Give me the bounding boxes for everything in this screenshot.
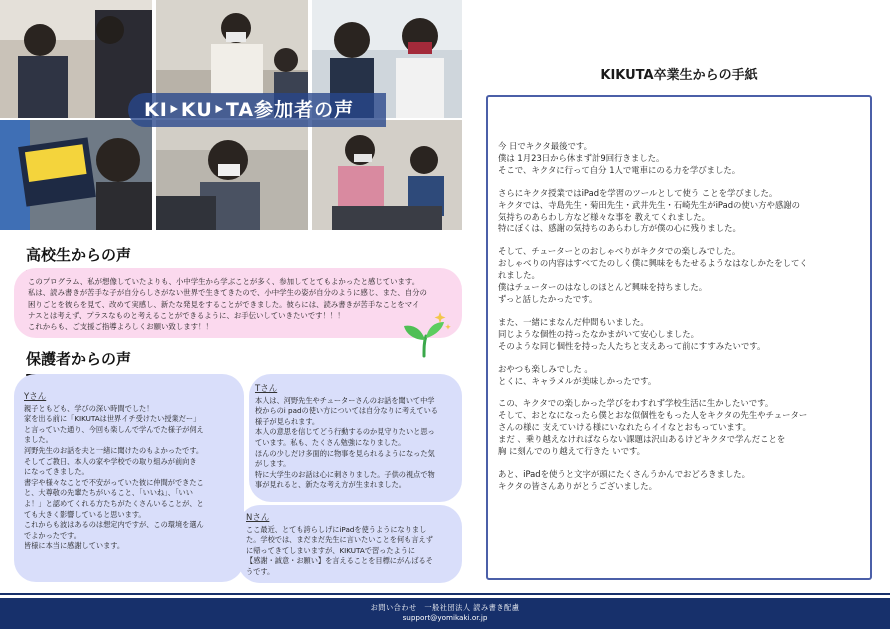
letter-paragraph: さらにキクタ授業ではiPadを学習のツールとして使う ことを学びました。 キクタでは、寺島先生・菊田先生・武井先生・石崎先生がiPadの使い方や感謝の 気持ちのあらわし方など様々な事を 教えてくれました。 特にぼくは、感謝の気持ちのあらわし方が僕の心に残りました。	[498, 187, 801, 234]
letter-paragraph: おやつも楽しみでした 。 とくに、キャラメルが美味しかったです。	[498, 363, 657, 386]
letter-paragraph: そして、チューターとのおしゃべりがキクタでの楽しみでした。 おしゃべりの内容はすべてたのしく僕に興味をもたせるようなはなしかたをしてく れました。 僕はチューターのはなしのほとんど興味を持ちました。 ずっと話したかったです。	[498, 246, 808, 304]
sprout-icon	[400, 308, 452, 360]
guardian-comment-y	[14, 374, 244, 582]
guardians-heading: 保護者からの声	[26, 348, 136, 372]
photo-classroom-1	[0, 0, 152, 118]
letter-title: KIKUTA卒業生からの手紙	[600, 68, 758, 83]
letter-paragraph: この、キクタでの楽しかった学びをわすれず学校生活に生かしたいです。 そして、おとなになったら僕とおな似個性をもった人をキクタの先生やチューター さんの様に 支えていける様にいなれたらイイなとおもっています。 まだ 、乗り越えなければならない課題は沢山あるけどキクタで学んだことを 胸 に刻んでのり越えて行きた いです。	[498, 398, 808, 457]
graduate-letter	[486, 95, 872, 580]
photo-group-study	[312, 120, 462, 230]
guardian-text-y: 親子ともども、学びの深い時間でした！ 家を出る前に「KIKUTAは世界イチ受けたい授業だー」 と言っていた通り、今回も楽しんで学んでた様子が伺え ました。 河野先生のお話を夫と一緒に聞けたのもよかったです。 そしてご教日、本人の家や学校での取り組みが前向き になってきました。 書字や様々なことで不安がっていた彼に仲間ができたこ と、大尊敬の先輩たちがいること、「いいね」、「いい よ！」と認めてくれる方たちがたくさんいることが、と ても大きく影響していると思います。 これからも波はあるのは想定内ですが、この環境を選ん でよかったです。 皆様に本当に感謝しています。	[24, 403, 204, 551]
letter-paragraph: また、一緒にまなんだ仲間もいました。 同じような個性の持ったなかまがいて安心しました。 そのような同じ個性を持った人たちと支えあって前にすすみたいです。	[498, 316, 766, 351]
guardian-comment-t	[249, 374, 462, 502]
footer	[0, 598, 890, 629]
footer-email[interactable]: support@yomikaki.or.jp	[402, 613, 488, 622]
footer-contact: お問い合わせ 一般社団法人 読み書き配慮	[370, 603, 520, 612]
guardian-name-n: Nさん	[246, 513, 270, 523]
letter-paragraph: あと、iPadを使うと文字が頭にたくさんうかんでおどろきました。 キクタの皆さんありがとうございました。	[498, 468, 750, 491]
guardian-comment-n	[238, 505, 462, 583]
guardian-text-t: 本人は、河野先生やチューターさんのお話を聞いて中学 校からのi padの使い方については自分なりに考えている 様子が見られます。 本人の意思を信じてどう行動するのか見守りたいと思っ ています。私も、たくさん勉強になりました。 ほんの少しだけ多面的に物事を見られるようになった気 がします。 特に大学生のお話は心に刺さりました。子供の視点で物 事が見れると、新たな考え方が生まれました。	[255, 395, 438, 490]
guardian-name-y: Yさん	[24, 392, 47, 402]
letter-paragraph: 今 日でキクタ最後です。 僕は 1月23日から休まず計9回行きました。 そこで、キクタに行って自分 1人で電車にのる力を学びました。	[498, 141, 741, 175]
photo-student-tablet	[156, 120, 308, 230]
high-school-heading: 高校生からの声	[26, 244, 144, 268]
high-school-comment-text: このプログラム、私が想像していたよりも、小中学生から学ぶことが多く、参加してとてもよかったと感じています。 私は、読み書きが苦手な子が自分らしさがない世界で生きてきたので、小中学生の姿が自分のように感じ、また、自分の 困りごとを彼らを見て、改めて実感し、新たな発見をすることができました。彼らには、読み書きが苦手なことをマイ ナスとは考えず、プラスなものと考えることができるように、お手伝いしていきたいです！！！ これからも、ご支援ご指導よろしくお願い致します！！	[28, 277, 427, 332]
participants-voice-banner: KI‣KU‣TA参加者の声	[128, 93, 386, 127]
guardian-name-t: Tさん	[255, 384, 278, 394]
guardian-text-n: ここ最近、とても誇らしげにiPadを使うようになりまし た。学校では、まだまだ先生に言いたいことを何も言えず に帰ってきてしまいますが、KIKUTAで習ったように 【感謝・誠意・お願い】を言えることを目標にがんばるそ うです。	[246, 524, 433, 576]
photo-ipad-lesson	[0, 120, 152, 230]
footer-divider	[0, 593, 890, 595]
high-school-comment-box	[14, 268, 462, 338]
